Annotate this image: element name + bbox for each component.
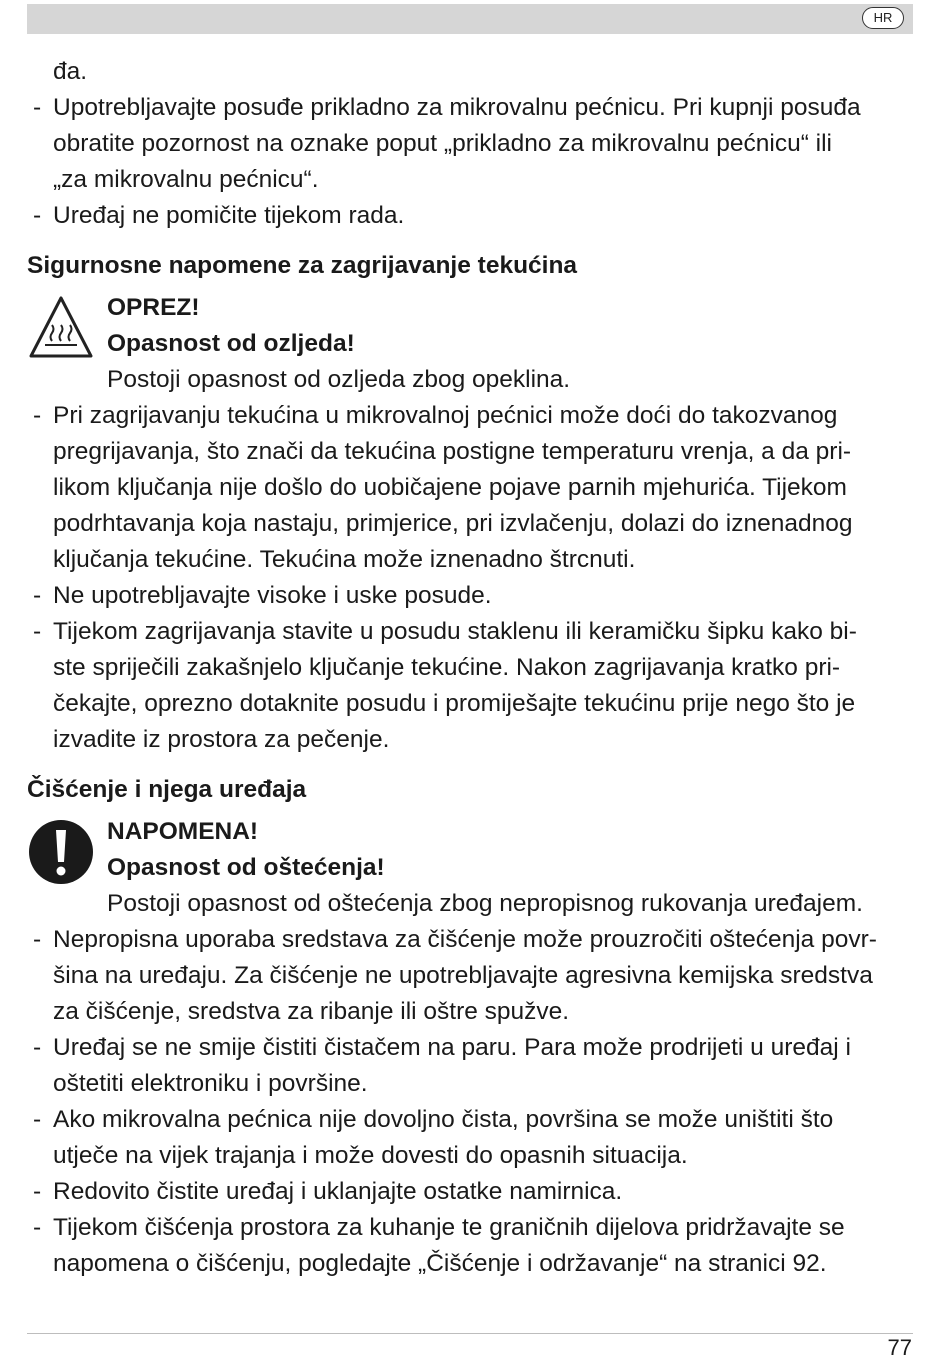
caution-subtitle: Opasnost od ozljeda! [107,330,355,357]
bullet-dash: - [33,1178,42,1205]
bullet-item [27,922,907,1030]
bullet-item [27,1210,907,1282]
header-bar [27,4,913,34]
bullet-line: Ne upotrebljavajte visoke i uske posude. [53,582,492,609]
bullet-dash: - [33,202,42,229]
bullet-dash: - [33,1214,42,1241]
bullet-item [27,398,907,578]
section2-bullets [27,922,907,1282]
section1-bullets [27,398,907,758]
caution-text: Postoji opasnost od ozljeda zbog opeklina. [107,366,571,393]
bullet-line: ključanja tekućine. Tekućina može iznenadno štrcnuti. [53,546,636,573]
bullet-line: „za mikrovalnu pećnicu“. [53,166,319,193]
bullet-dash: - [33,582,42,609]
bullet-line: napomena o čišćenju, pogledajte „Čišćenje i održavanje“ na stranici 92. [53,1250,827,1277]
bullet-line: Nepropisna uporaba sredstava za čišćenje može prouzročiti oštećenja povr- [53,926,877,953]
bullet-line: likom ključanja nije došlo do uobičajene pojave parnih mjehurića. Tijekom [53,474,847,501]
bullet-line: izvadite iz prostora za pečenje. [53,726,390,753]
bullet-line: Pri zagrijavanju tekućina u mikrovalnoj pećnici može doći do takozvanog [53,402,838,429]
section-heading-liquids: Sigurnosne napomene za zagrijavanje tekućina [27,252,578,279]
bullet-item [27,1030,907,1102]
bullet-item [27,90,907,198]
bullet-line: podrhtavanja koja nastaju, primjerice, pri izvlačenju, dolazi do iznenadnog [53,510,853,537]
bullet-line: Upotrebljavajte posuđe prikladno za mikrovalnu pećnicu. Pri kupnji posuđa [53,94,861,121]
page-content [27,54,907,1282]
bullet-line: pregrijavanja, što znači da tekućina postigne temperaturu vrenja, a da pri- [53,438,852,465]
bullet-dash: - [33,618,42,645]
footer-rule [27,1333,913,1334]
bullet-line: Uređaj ne pomičite tijekom rada. [53,202,405,229]
bullet-dash: - [33,402,42,429]
page-number: 77 [887,1335,912,1360]
bullet-item [27,1174,907,1210]
intro-bullets [27,90,907,234]
bullet-line: Tijekom čišćenja prostora za kuhanje te graničnih dijelova pridržavajte se [53,1214,845,1241]
continuation-text: đa. [53,58,88,85]
bullet-item [27,1102,907,1174]
notice-block [27,814,907,922]
bullet-dash: - [33,926,42,953]
bullet-line: čekajte, oprezno dotaknite posudu i promiješajte tekućinu prije nego što je [53,690,856,717]
notice-text: Postoji opasnost od oštećenja zbog nepropisnog rukovanja uređajem. [107,890,863,917]
hot-surface-warning-icon [27,294,95,362]
bullet-item [27,614,907,758]
caution-block [27,290,907,398]
notice-subtitle: Opasnost od oštećenja! [107,854,385,881]
bullet-item [27,578,907,614]
bullet-line: Uređaj se ne smije čistiti čistačem na paru. Para može prodrijeti u uređaj i [53,1034,851,1061]
bullet-line: oštetiti elektroniku i površine. [53,1070,368,1097]
bullet-line: Tijekom zagrijavanja stavite u posudu staklenu ili keramičku šipku kako bi- [53,618,857,645]
bullet-line: Redovito čistite uređaj i uklanjajte ostatke namirnica. [53,1178,623,1205]
bullet-line: obratite pozornost na oznake poput „prikladno za mikrovalnu pećnicu“ ili [53,130,832,157]
bullet-line: utječe na vijek trajanja i može dovesti do opasnih situacija. [53,1142,688,1169]
exclamation-notice-icon [27,818,95,886]
bullet-line: šina na uređaju. Za čišćenje ne upotrebljavajte agresivna kemijska sredstva [53,962,873,989]
caution-title: OPREZ! [107,294,200,321]
bullet-item [27,198,907,234]
notice-title: NAPOMENA! [107,818,259,845]
section-heading-cleaning: Čišćenje i njega uređaja [27,776,307,803]
bullet-dash: - [33,1034,42,1061]
bullet-dash: - [33,1106,42,1133]
bullet-line: Ako mikrovalna pećnica nije dovoljno čista, površina se može uništiti što [53,1106,834,1133]
bullet-line: za čišćenje, sredstva za ribanje ili oštre spužve. [53,998,570,1025]
language-badge: HR [862,7,904,29]
bullet-dash: - [33,94,42,121]
bullet-line: ste spriječili zakašnjelo ključanje tekućine. Nakon zagrijavanja kratko pri- [53,654,841,681]
